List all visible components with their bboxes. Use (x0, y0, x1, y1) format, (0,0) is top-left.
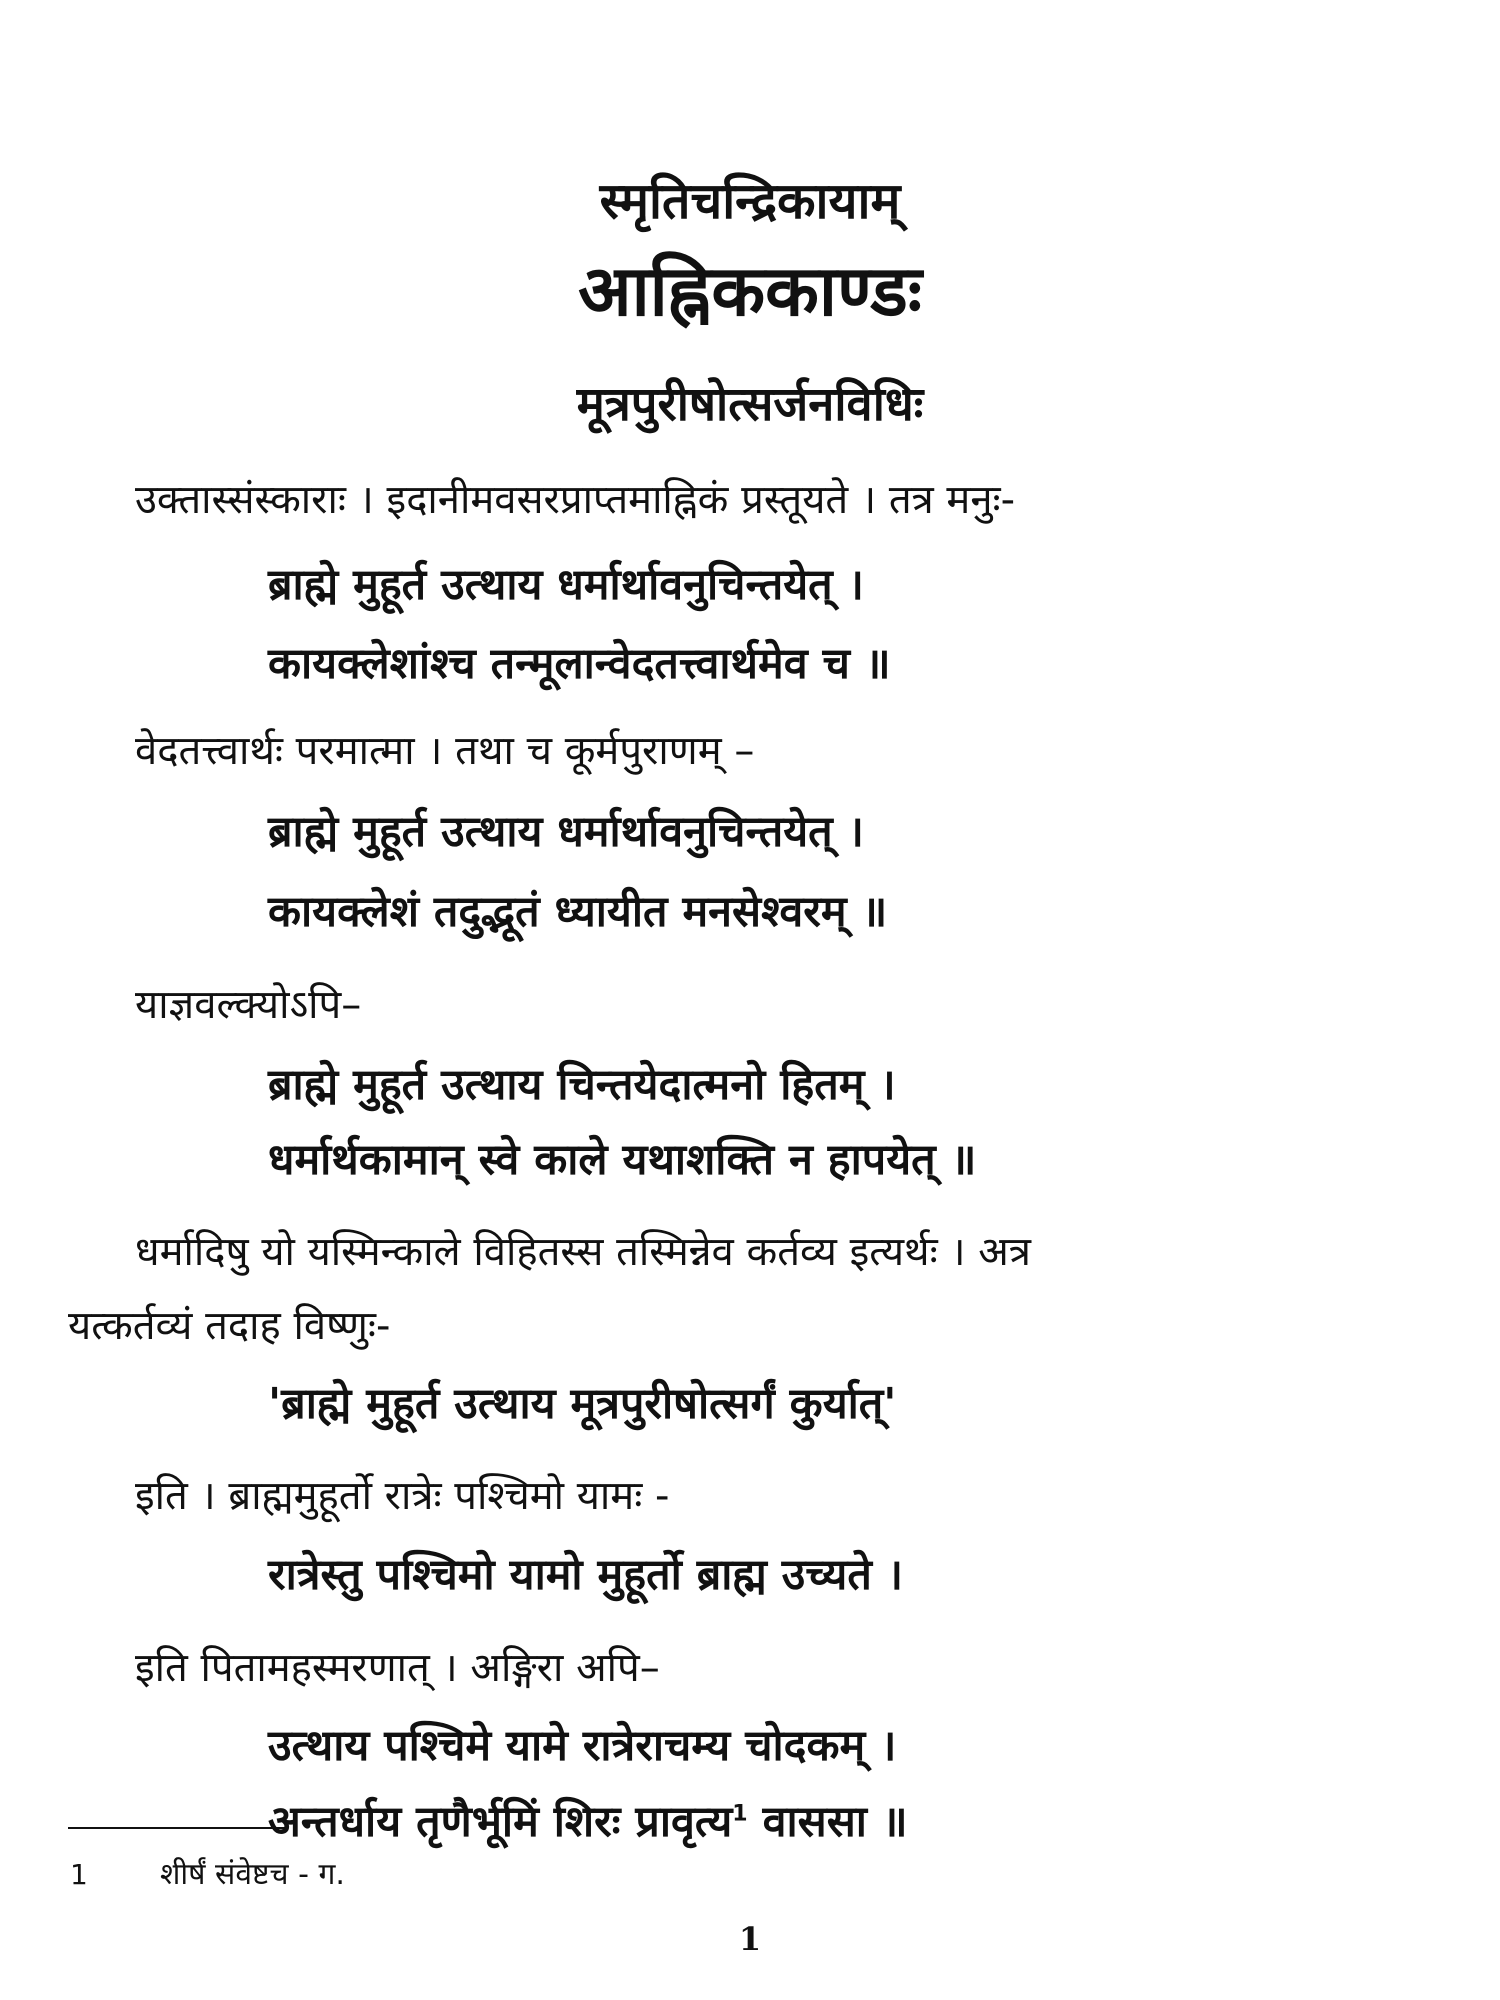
page-number: 1 (738, 1920, 762, 1958)
verse-line: धर्मार्थकामान् स्वे काले यथाशक्ति न हापयेत् ॥ (268, 1135, 977, 1185)
prose-line: इति । ब्राह्ममुहूर्तो रात्रेः पश्चिमो यामः - (135, 1473, 670, 1519)
verse-line: कायक्लेशं तदुद्भूतं ध्यायीत मनसेश्वरम् ॥ (268, 887, 888, 937)
footnote-number: 1 (70, 1858, 88, 1891)
verse-line: रात्रेस्तु पश्चिमो यामो मुहूर्तो ब्राह्म उच्यते । (268, 1550, 904, 1600)
chapter-title: आह्निककाण्डः (578, 250, 922, 332)
footnote-divider (68, 1827, 286, 1829)
section-title: मूत्रपुरीषोत्सर्जनविधिः (576, 377, 924, 432)
prose-line: वेदतत्त्वार्थः परमात्मा । तथा च कूर्मपुराणम् – (135, 728, 755, 774)
prose-line: उक्तास्संस्काराः । इदानीमवसरप्राप्तमाह्निकं प्रस्तूयते । तत्र मनुः- (135, 477, 1016, 523)
verse-line: ब्राह्मे मुहूर्त उत्थाय चिन्तयेदात्मनो हितम् । (268, 1060, 896, 1110)
verse-line: कायक्लेशांश्च तन्मूलान्वेदतत्त्वार्थमेव च ॥ (268, 639, 891, 689)
footnote-marker[interactable]: 1 (732, 1801, 748, 1827)
verse-line (268, 1790, 908, 1849)
verse-line: ब्राह्मे मुहूर्त उत्थाय धर्मार्थावनुचिन्तयेत् । (268, 807, 864, 857)
prose-line: इति पितामहस्मरणात् । अङ्गिरा अपि– (135, 1645, 660, 1691)
book-title: स्मृतिचन्द्रिकायाम् (599, 172, 901, 230)
prose-line: यत्कर्तव्यं तदाह विष्णुः- (68, 1303, 391, 1349)
prose-line: धर्मादिषु यो यस्मिन्काले विहितस्स तस्मिन्नेव कर्तव्य इत्यर्थः । अत्र (135, 1229, 1031, 1275)
footnote-text: शीर्षं संवेष्टच - ग. (160, 1857, 345, 1892)
quoted-line: 'ब्राह्मे मुहूर्त उत्थाय मूत्रपुरीषोत्सर्गं कुर्यात्' (268, 1379, 897, 1429)
verse-line: उत्थाय पश्चिमे यामे रात्रेराचम्य चोदकम् । (268, 1721, 897, 1771)
verse-text: अन्तर्धाय तृणैर्भूमिं शिरः प्रावृत्य (268, 1797, 733, 1847)
prose-line: याज्ञवल्क्योऽपि– (135, 982, 362, 1028)
verse-text: वाससा ॥ (747, 1797, 908, 1847)
verse-line: ब्राह्मे मुहूर्त उत्थाय धर्मार्थावनुचिन्तयेत् । (268, 560, 864, 610)
